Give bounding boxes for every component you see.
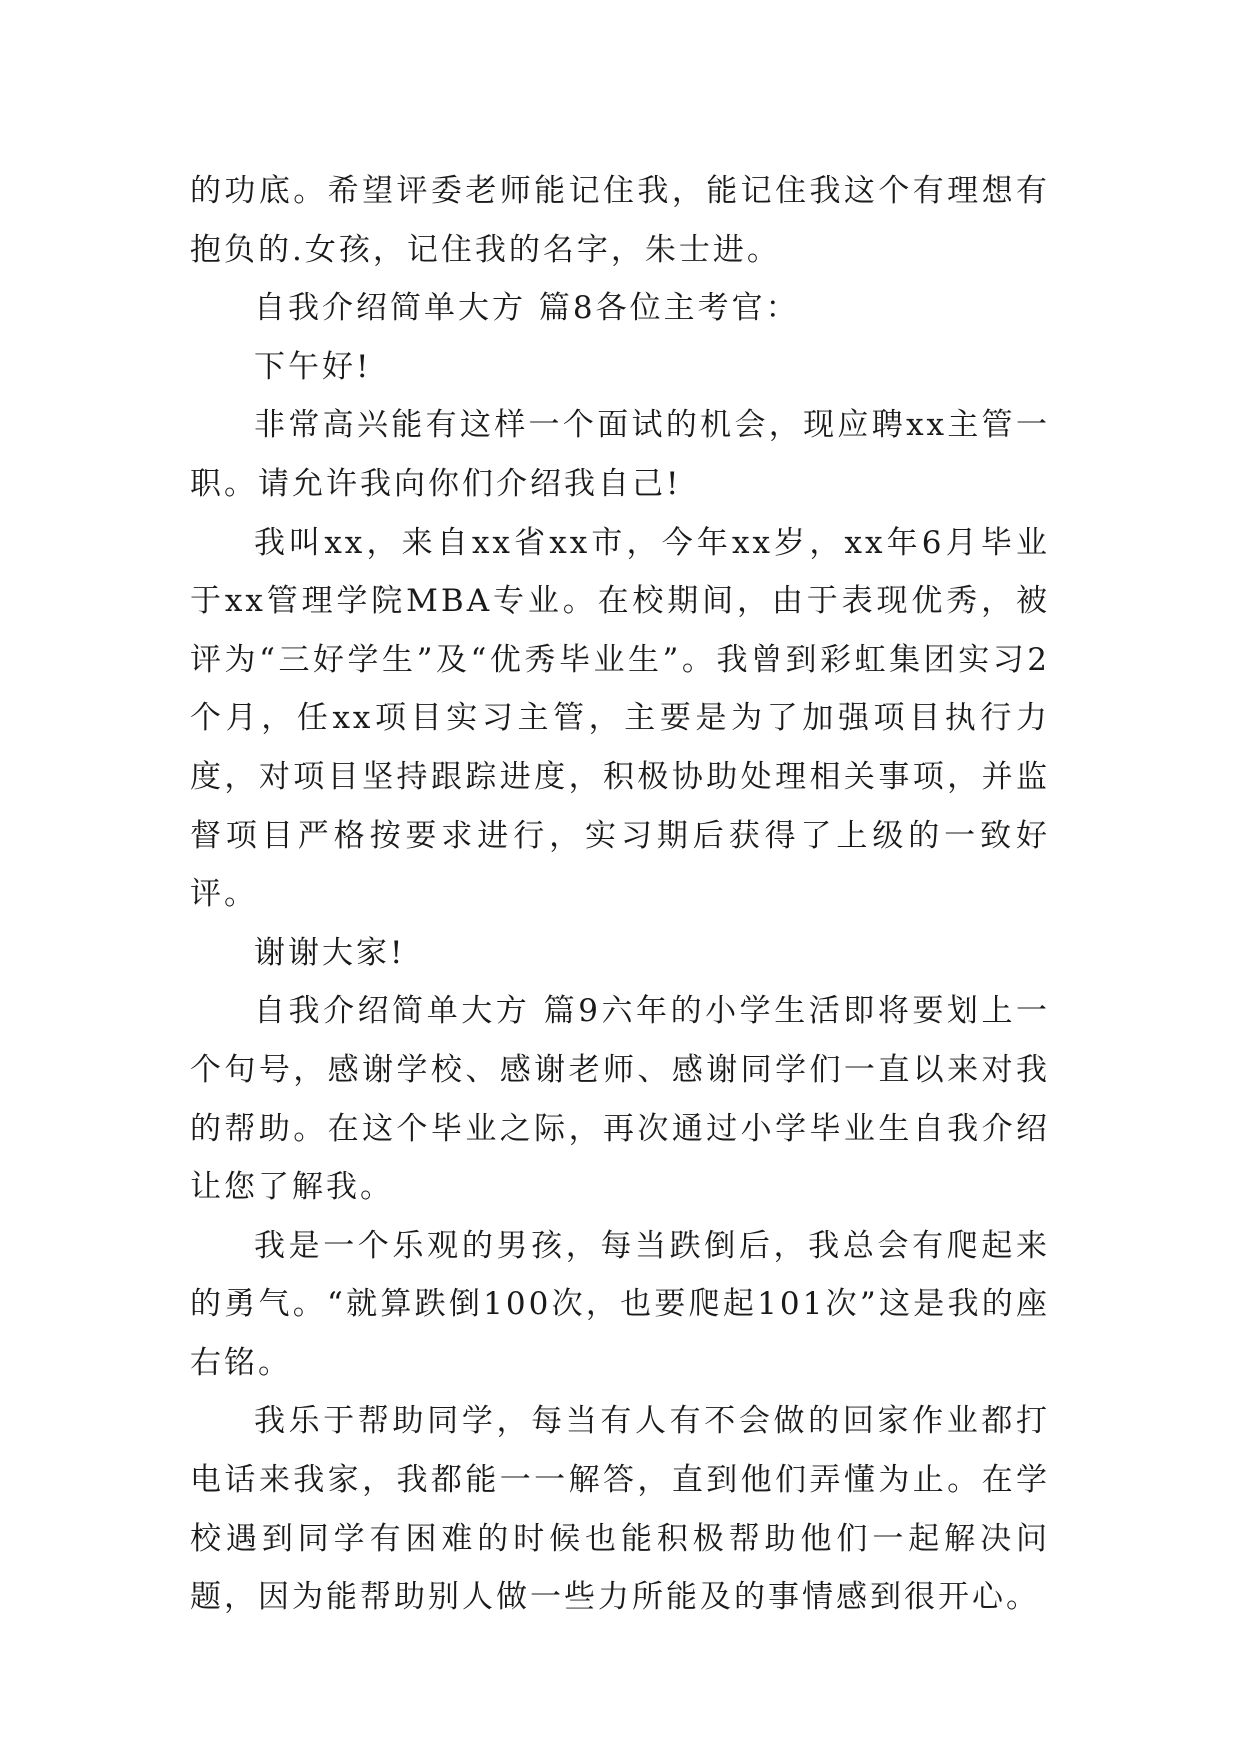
paragraph-thanks: 谢谢大家!	[254, 934, 406, 971]
paragraph-continuation: 的功底。希望评委老师能记住我，能记住我这个有理想有抱负的.女孩，记住我的名字，朱士进。	[190, 173, 1050, 268]
paragraph-intro: 非常高兴能有这样一个面试的机会，现应聘xx主管一职。请允许我向你们介绍我自己!	[190, 407, 1050, 502]
paragraph-greeting: 下午好!	[254, 348, 372, 385]
document-body	[190, 162, 1050, 1627]
paragraph-section-8-heading: 自我介绍简单大方 篇8各位主考官：	[254, 290, 800, 327]
paragraph-section-9: 自我介绍简单大方 篇9六年的小学生活即将要划上一个句号，感谢学校、感谢老师、感谢同学们一直以来对我的帮助。在这个毕业之际，再次通过小学毕业生自我介绍让您了解我。	[190, 993, 1050, 1206]
paragraph-background: 我叫xx，来自xx省xx市，今年xx岁，xx年6月毕业于xx管理学院MBA专业。在校期间，由于表现优秀，被评为“三好学生”及“优秀毕业生”。我曾到彩虹集团实习2个月，任xx项目实习主管，主要是为了加强项目执行力度，对项目坚持跟踪进度，积极协助处理相关事项，并监督项目严格按要求进行，实习期后获得了上级的一致好评。	[190, 524, 1050, 913]
paragraph-helping: 我乐于帮助同学，每当有人有不会做的回家作业都打电话来我家，我都能一一解答，直到他们弄懂为止。在学校遇到同学有困难的时候也能积极帮助他们一起解决问题，因为能帮助别人做一些力所能及的事情感到很开心。	[190, 1403, 1050, 1616]
paragraph-optimism: 我是一个乐观的男孩，每当跌倒后，我总会有爬起来的勇气。“就算跌倒100次，也要爬起101次”这是我的座右铭。	[190, 1227, 1050, 1381]
